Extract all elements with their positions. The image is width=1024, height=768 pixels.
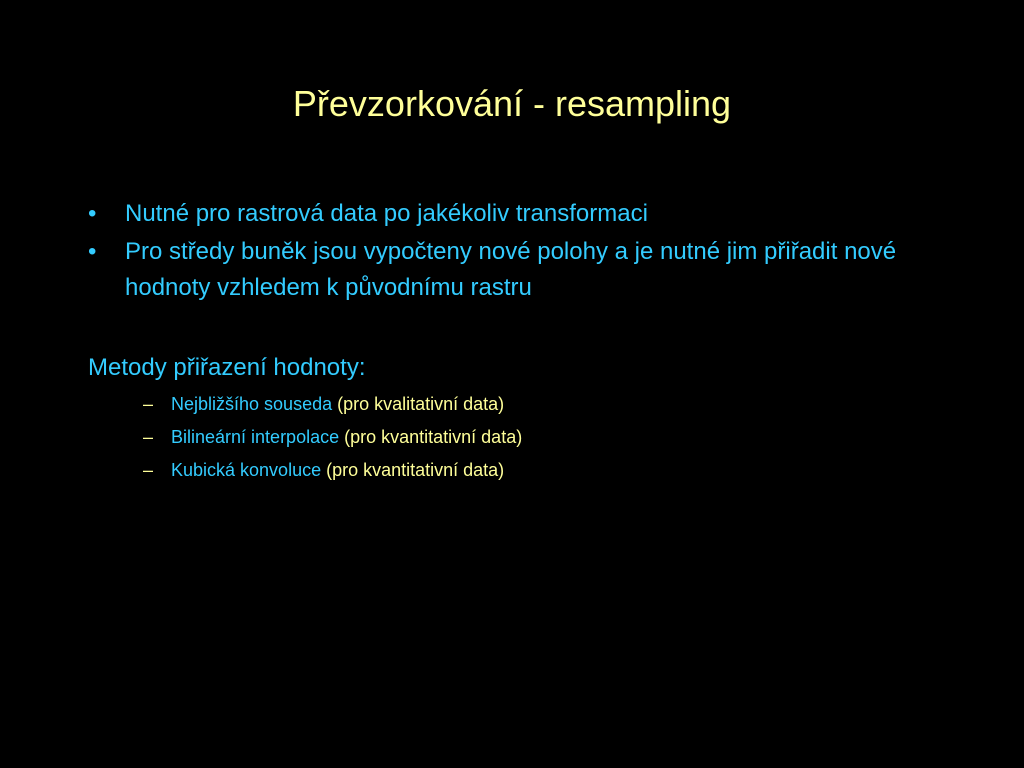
method-note: (pro kvalitativní data) bbox=[337, 394, 505, 414]
dash-marker: – bbox=[143, 427, 154, 447]
method-note: (pro kvantitativní data) bbox=[344, 427, 523, 447]
method-name: Nejbližšího souseda bbox=[171, 394, 338, 414]
method-item bbox=[143, 421, 522, 454]
bullet-text: Pro středy buněk jsou vypočteny nové polohy a je nutné jim přiřadit nové hodnoty vzhledem k původnímu rastru bbox=[125, 238, 897, 301]
method-name: Kubická konvoluce bbox=[171, 460, 327, 480]
dash-marker: – bbox=[143, 394, 154, 414]
bullet-item bbox=[88, 196, 948, 232]
methods-list bbox=[143, 388, 522, 487]
bullet-marker: • bbox=[88, 200, 97, 227]
method-item bbox=[143, 454, 522, 487]
method-name: Bilineární interpolace bbox=[171, 427, 345, 447]
slide-title: Převzorkování - resampling bbox=[292, 83, 732, 124]
bullet-item bbox=[88, 234, 948, 306]
method-note: (pro kvantitativní data) bbox=[326, 460, 505, 480]
method-item bbox=[143, 388, 522, 421]
bullet-list bbox=[88, 196, 948, 308]
dash-marker: – bbox=[143, 460, 154, 480]
section-heading: Metody přiřazení hodnoty: bbox=[88, 354, 366, 381]
bullet-marker: • bbox=[88, 238, 97, 265]
bullet-text: Nutné pro rastrová data po jakékoliv transformaci bbox=[125, 200, 648, 227]
